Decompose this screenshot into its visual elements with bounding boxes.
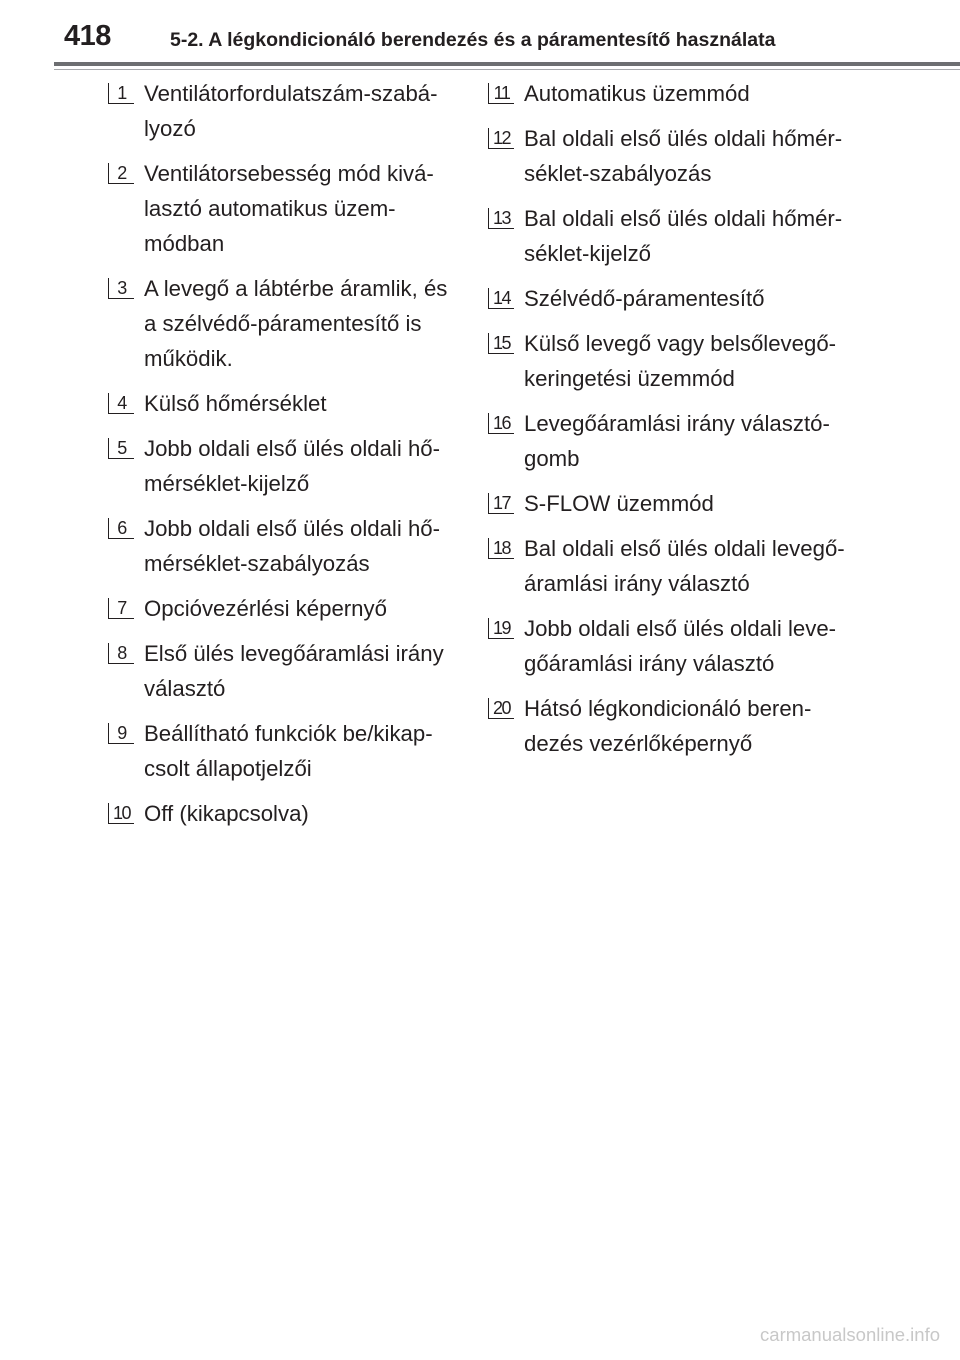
page-header bbox=[0, 0, 960, 70]
item-description: S-FLOW üzemmód bbox=[524, 491, 714, 516]
item-description: Jobb oldali első ülés oldali hő- mérséklet-kijelző bbox=[144, 436, 441, 496]
item-number-badge: 5 bbox=[108, 438, 134, 459]
item-number-badge: 20 bbox=[488, 698, 514, 719]
item-number-badge: 6 bbox=[108, 518, 134, 539]
item-number-badge: 10 bbox=[108, 803, 134, 824]
legend-item bbox=[488, 691, 868, 761]
item-number-badge: 3 bbox=[108, 278, 134, 299]
item-number-badge: 9 bbox=[108, 723, 134, 744]
legend-column-right bbox=[488, 76, 868, 771]
legend-item bbox=[488, 406, 868, 476]
legend-item bbox=[108, 716, 460, 786]
legend-item bbox=[488, 281, 868, 316]
item-description: Off (kikapcsolva) bbox=[144, 801, 309, 826]
legend-item bbox=[108, 76, 460, 146]
legend-item bbox=[108, 636, 460, 706]
item-description: Opcióvezérlési képernyő bbox=[144, 596, 387, 621]
item-number-badge: 1 bbox=[108, 83, 134, 104]
item-description: Ventilátorfordulatszám-szabá- lyozó bbox=[144, 81, 438, 141]
item-number-badge: 18 bbox=[488, 538, 514, 559]
item-number-badge: 16 bbox=[488, 413, 514, 434]
item-description: Jobb oldali első ülés oldali hő- mérséklet-szabályozás bbox=[144, 516, 441, 576]
legend-item bbox=[108, 431, 460, 501]
item-description: Beállítható funkciók be/kikap- csolt állapotjelzői bbox=[144, 721, 433, 781]
item-number-badge: 4 bbox=[108, 393, 134, 414]
item-description: Ventilátorsebesség mód kivá- lasztó automatikus üzem- módban bbox=[144, 161, 434, 256]
legend-item bbox=[488, 531, 868, 601]
legend-item bbox=[488, 326, 868, 396]
legend-item bbox=[488, 121, 868, 191]
item-description: A levegő a lábtérbe áramlik, és a szélvédő-páramentesítő is működik. bbox=[144, 276, 448, 371]
item-number-badge: 17 bbox=[488, 493, 514, 514]
item-number-badge: 11 bbox=[488, 83, 514, 104]
item-description: Külső levegő vagy belsőlevegő- keringetési üzemmód bbox=[524, 331, 837, 391]
section-title: 5-2. A légkondicionáló berendezés és a páramentesítő használata bbox=[170, 29, 776, 51]
item-number-badge: 15 bbox=[488, 333, 514, 354]
item-description: Bal oldali első ülés oldali levegő- áramlási irány választó bbox=[524, 536, 845, 596]
watermark-link[interactable]: carmanualsonline.info bbox=[760, 1324, 940, 1345]
legend-item bbox=[488, 76, 868, 111]
item-description: Bal oldali első ülés oldali hőmér- séklet-szabályozás bbox=[524, 126, 843, 186]
legend-item bbox=[108, 591, 460, 626]
item-description: Külső hőmérséklet bbox=[144, 391, 327, 416]
page-number: 418 bbox=[64, 20, 111, 52]
item-number-badge: 12 bbox=[488, 128, 514, 149]
item-number-badge: 19 bbox=[488, 618, 514, 639]
legend-item bbox=[108, 156, 460, 261]
item-number-badge: 2 bbox=[108, 163, 134, 184]
legend-item bbox=[488, 611, 868, 681]
header-divider bbox=[54, 62, 960, 66]
item-description: Hátsó légkondicionáló beren- dezés vezérlőképernyő bbox=[524, 696, 812, 756]
legend-item bbox=[108, 796, 460, 831]
item-description: Szélvédő-páramentesítő bbox=[524, 286, 765, 311]
item-description: Automatikus üzemmód bbox=[524, 81, 750, 106]
legend-item bbox=[108, 386, 460, 421]
item-number-badge: 7 bbox=[108, 598, 134, 619]
item-description: Első ülés levegőáramlási irány választó bbox=[144, 641, 444, 701]
item-description: Jobb oldali első ülés oldali leve- gőáramlási irány választó bbox=[524, 616, 837, 676]
item-number-badge: 14 bbox=[488, 288, 514, 309]
legend-item bbox=[488, 201, 868, 271]
item-description: Levegőáramlási irány választó- gomb bbox=[524, 411, 830, 471]
legend-item bbox=[108, 271, 460, 376]
item-number-badge: 13 bbox=[488, 208, 514, 229]
item-number-badge: 8 bbox=[108, 643, 134, 664]
legend-column-left bbox=[108, 76, 460, 841]
legend-item bbox=[108, 511, 460, 581]
item-description: Bal oldali első ülés oldali hőmér- séklet-kijelző bbox=[524, 206, 843, 266]
header-divider-thin bbox=[54, 69, 960, 70]
legend-item bbox=[488, 486, 868, 521]
